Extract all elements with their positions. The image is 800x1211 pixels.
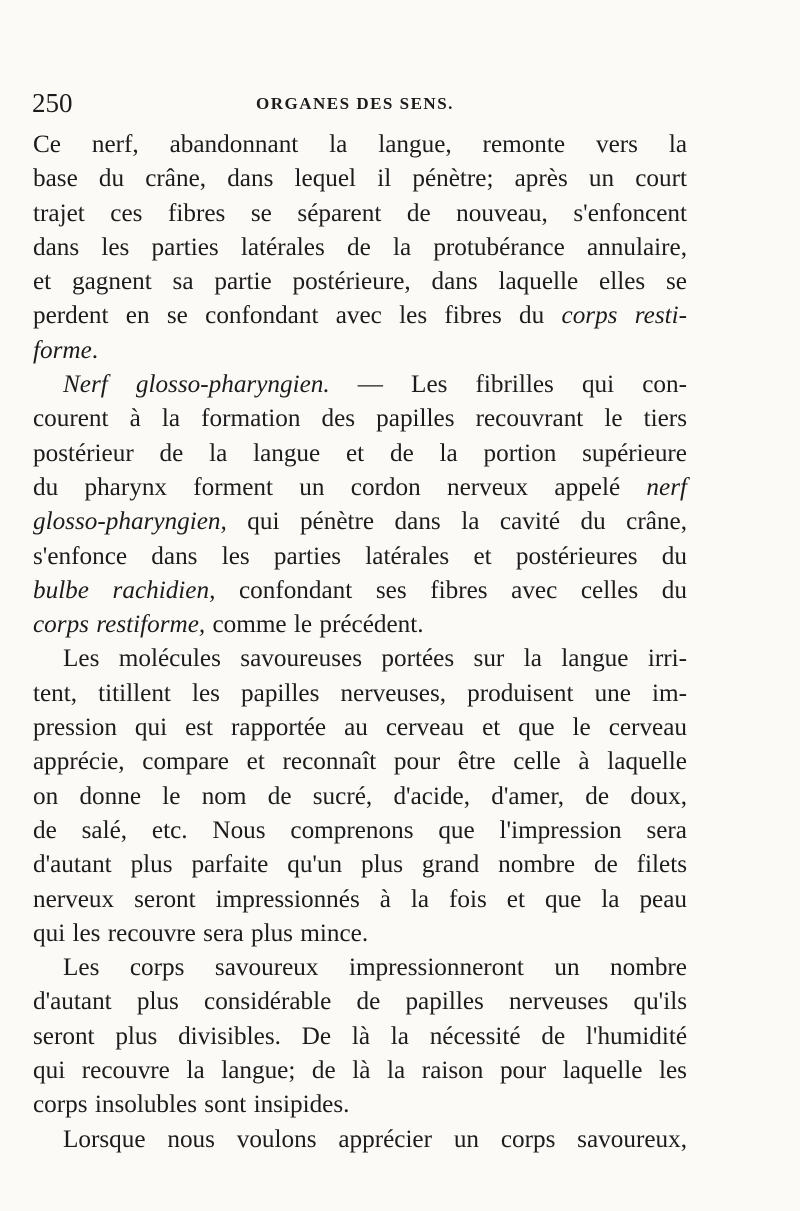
text-line	[33, 608, 687, 642]
text-line	[33, 471, 687, 505]
italic-term: corps resti-	[561, 302, 688, 330]
text-line: Les molécules savoureuses portées sur la langue irri-	[63, 645, 687, 673]
italic-term: forme	[33, 336, 92, 364]
running-head	[32, 88, 462, 128]
paragraph-2	[33, 368, 687, 642]
text-line: Ce nerf, abandonnant la langue, remonte vers la	[33, 131, 687, 158]
paragraph-4	[33, 951, 687, 1122]
text-line	[33, 368, 687, 402]
text-line	[33, 574, 687, 608]
text-line: base du crâne, dans lequel il pénètre; après un court	[33, 165, 687, 193]
text-line: s'enfonce dans les parties latérales et postérieures du	[33, 542, 687, 570]
italic-term: bulbe rachidien,	[33, 576, 216, 604]
text-run: du pharynx forment un cordon nerveux appelé	[33, 473, 647, 501]
section-heading: Nerf glosso-pharyngien.	[63, 371, 330, 399]
running-title: ORGANES DES SENS.	[256, 94, 454, 113]
text-line: apprécie, compare et reconnaît pour être celle à laquelle	[33, 748, 687, 776]
text-line	[33, 299, 687, 333]
text-line: postérieur de la langue et de la portion supérieure	[33, 439, 687, 467]
text-line: dans les parties latérales de la protubérance annulaire,	[33, 233, 687, 261]
text-line: d'autant plus considérable de papilles nerveuses qu'ils	[33, 988, 687, 1016]
italic-term: glosso-pharyngien,	[33, 508, 227, 536]
italic-term: nerf	[646, 473, 687, 501]
paragraph-3	[33, 642, 687, 951]
text-run: perdent en se confondant avec les fibres du	[33, 302, 562, 330]
text-line	[33, 334, 687, 368]
text-line: nerveux seront impressionnés à la fois et que la peau	[33, 885, 687, 913]
text-run: comme le précédent.	[205, 611, 424, 639]
text-run: — Les fibrilles qui con-	[329, 371, 687, 399]
text-line: seront plus divisibles. De là la nécessité de l'humidité	[33, 1022, 687, 1050]
page-number: 250	[32, 88, 73, 118]
text-line: qui recouvre la langue; de là la raison pour laquelle les	[33, 1057, 687, 1085]
text-line: de salé, etc. Nous comprenons que l'impression sera	[33, 816, 687, 844]
text-line: courent à la formation des papilles recouvrant le tiers	[33, 405, 687, 433]
body-text	[33, 128, 687, 1157]
paragraph-5	[33, 1123, 687, 1157]
text-line: et gagnent sa partie postérieure, dans laquelle elles se	[33, 268, 687, 296]
text-line: tent, titillent les papilles nerveuses, produisent une im-	[33, 679, 687, 707]
paragraph-1	[33, 128, 687, 368]
text-line: qui les recouvre sera plus mince.	[33, 919, 369, 947]
text-line: trajet ces fibres se séparent de nouveau, s'enfoncent	[33, 199, 687, 227]
text-line: pression qui est rapportée au cerveau et que le cerveau	[33, 714, 687, 742]
text-line: Les corps savoureux impressionneront un nombre	[63, 954, 687, 982]
text-line: Lorsque nous voulons apprécier un corps savoureux,	[63, 1125, 687, 1153]
italic-term: corps restiforme,	[33, 611, 206, 639]
text-line: d'autant plus parfaite qu'un plus grand nombre de filets	[33, 851, 687, 879]
text-run: .	[91, 336, 99, 364]
text-line	[33, 505, 687, 539]
text-run: confondant ses fibres avec celles du	[215, 576, 687, 604]
text-run: qui pénètre dans la cavité du crâne,	[226, 508, 687, 536]
text-line: on donne le nom de sucré, d'acide, d'amer, de doux,	[33, 782, 687, 810]
text-line: corps insolubles sont insipides.	[33, 1091, 350, 1119]
